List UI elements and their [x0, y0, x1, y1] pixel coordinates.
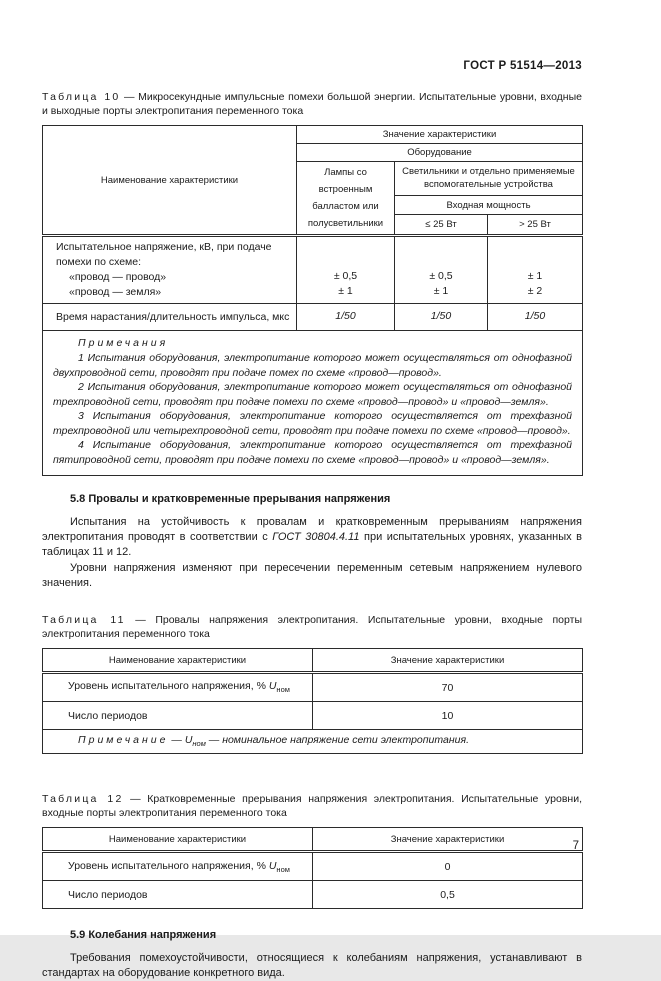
table-10-caption-text: — Микросекундные импульсные помехи большой энергии. Испытательные уровни, входные и выходные порты электропитания переменного тока [42, 91, 582, 117]
table-row [43, 881, 583, 909]
table-row [43, 852, 583, 881]
row-text: Уровень испытательного напряжения, % [68, 680, 269, 693]
note-label: Примечание [78, 734, 169, 746]
row-test-voltage-name [43, 236, 297, 304]
cell-value: 1/50 [488, 304, 583, 331]
table-11 [42, 648, 583, 754]
section-5-9-heading: 5.9 Колебания напряжения [70, 929, 217, 942]
note-text: — [168, 734, 185, 746]
header-characteristic-value: Значение характеристики [313, 828, 583, 852]
row-rise-time-name: Время нарастания/длительность импульса, мкс [43, 304, 297, 331]
note-item: 1 Испытания оборудования, электропитание которого может осуществляться от однофазной двухпроводной сети, проводят при подаче помех по схеме «провод—провод». [53, 352, 573, 379]
table-row [43, 702, 583, 730]
header-characteristic-name: Наименование характеристики [43, 649, 313, 673]
header-gt-25w: > 25 Вт [488, 215, 583, 236]
header-lamps: Лампы со встроенным балластом или полусветильники [297, 162, 395, 236]
cell-value: 0 [313, 852, 583, 881]
note-item: 3 Испытания оборудования, электропитание которого осуществляется от трехфазной трехпроводной или четырехпроводной сети, проводят при подаче помехи по схеме «провод—провод». [53, 410, 573, 437]
notes-title: Примечания [78, 337, 169, 349]
cell-value [488, 236, 583, 304]
value-line: ± 0,5 [429, 270, 453, 282]
row-period-count-name: Число периодов [43, 881, 313, 909]
value-line: ± 1 [433, 285, 449, 297]
gost-reference: ГОСТ 30804.4.11 [272, 531, 360, 543]
section-5-8-paragraph-2: Уровни напряжения изменяют при пересечении переменным сетевым напряжением нулевого значения. [42, 562, 582, 589]
u-symbol: U [268, 680, 277, 693]
header-characteristic-value: Значение характеристики [313, 649, 583, 673]
cell-value [297, 236, 395, 304]
row-period-count-name: Число периодов [43, 702, 313, 730]
header-le-25w: ≤ 25 Вт [395, 215, 488, 236]
value-line: ± 0,5 [333, 270, 358, 282]
table-row [43, 236, 583, 304]
cell-value: 70 [313, 673, 583, 702]
table-12-caption-label: Таблица 12 [42, 793, 124, 806]
table-11-note [43, 730, 583, 754]
header-characteristic-name: Наименование характеристики [43, 828, 313, 852]
table-11-header-row [43, 649, 583, 673]
cell-value: 0,5 [313, 881, 583, 909]
note-text: — номинальное напряжение сети электропитания. [205, 734, 469, 746]
scheme-wire-wire: «провод — провод» [69, 271, 167, 283]
row-voltage-level-name [43, 673, 313, 702]
u-subscript: ном [276, 685, 290, 695]
table-10 [42, 125, 583, 476]
table-11-caption [42, 613, 582, 641]
scheme-wire-ground: «провод — земля» [69, 286, 162, 298]
table-12-caption [42, 792, 582, 820]
row-voltage-level-name [43, 852, 313, 881]
table-10-header-row [43, 126, 583, 144]
header-equipment: Оборудование [297, 144, 583, 162]
row-test-voltage-text: Испытательное напряжение, кВ, при подаче помехи по схеме: [56, 241, 272, 268]
table-12-header-row [43, 828, 583, 852]
section-5-8-heading: 5.8 Провалы и кратковременные прерывания напряжения [70, 493, 391, 505]
note-item: 4 Испытание оборудования, электропитание которого осуществляется от трехфазной пятипроводной сети, проводят при подаче помехи по схеме «провод—провод» и «провод—земля». [53, 439, 573, 466]
table-row [43, 673, 583, 702]
table-notes-row [43, 331, 583, 476]
u-symbol: U [184, 734, 193, 746]
cell-value: 10 [313, 702, 583, 730]
value-line: ± 2 [527, 285, 543, 297]
table-10-caption-label: Таблица 10 [42, 91, 121, 103]
cell-value [395, 236, 488, 304]
section-5-8-paragraph-1 [42, 515, 582, 560]
paragraph-text: Испытания на устойчивость к провалам и кратковременным прерываниям напряжения электропитания проводят в соответствии с [42, 516, 582, 543]
table-11-caption-label: Таблица 11 [42, 614, 126, 626]
header-luminaires: Светильники и отдельно применяемые вспомогательные устройства [395, 162, 583, 196]
value-line: ± 1 [338, 285, 353, 297]
note-item: 2 Испытания оборудования, электропитание которого может осуществляться от однофазной трехпроводной сети, проводят при подаче помехи по схеме «провод—провод» и «провод—земля». [53, 381, 573, 408]
table-11-caption-text: — Провалы напряжения электропитания. Испытательные уровни, входные порты электропитания переменного тока [42, 614, 582, 640]
header-characteristic-value: Значение характеристики [297, 126, 583, 144]
row-text: Уровень испытательного напряжения, % [68, 859, 269, 872]
cell-value: 1/50 [297, 304, 395, 331]
table-12 [42, 827, 583, 909]
table-notes-row [43, 730, 583, 754]
header-input-power: Входная мощность [395, 195, 583, 215]
paragraph-text: при испытательных уровнях, указанных в таблицах 11 и 12. [42, 531, 583, 558]
table-10-caption [42, 90, 582, 118]
u-subscript: ном [192, 739, 206, 749]
table-12-caption-text: — Кратковременные прерывания напряжения электропитания. Испытательные уровни, входные порты электропитания переменного тока [42, 793, 582, 820]
table-row [43, 304, 583, 331]
u-subscript: ном [276, 864, 290, 874]
cell-value: 1/50 [395, 304, 488, 331]
table-10-notes [43, 331, 583, 476]
u-symbol: U [268, 859, 277, 872]
page-number: 7 [572, 840, 579, 852]
section-5-9-paragraph: Требования помехоустойчивости, относящиеся к колебаниям напряжения, устанавливают в стандартах на оборудование конкретного вида. [42, 952, 582, 980]
header-characteristic-name: Наименование характеристики [43, 126, 297, 236]
doc-header: ГОСТ Р 51514—2013 [463, 60, 582, 72]
value-line: ± 1 [527, 270, 543, 282]
